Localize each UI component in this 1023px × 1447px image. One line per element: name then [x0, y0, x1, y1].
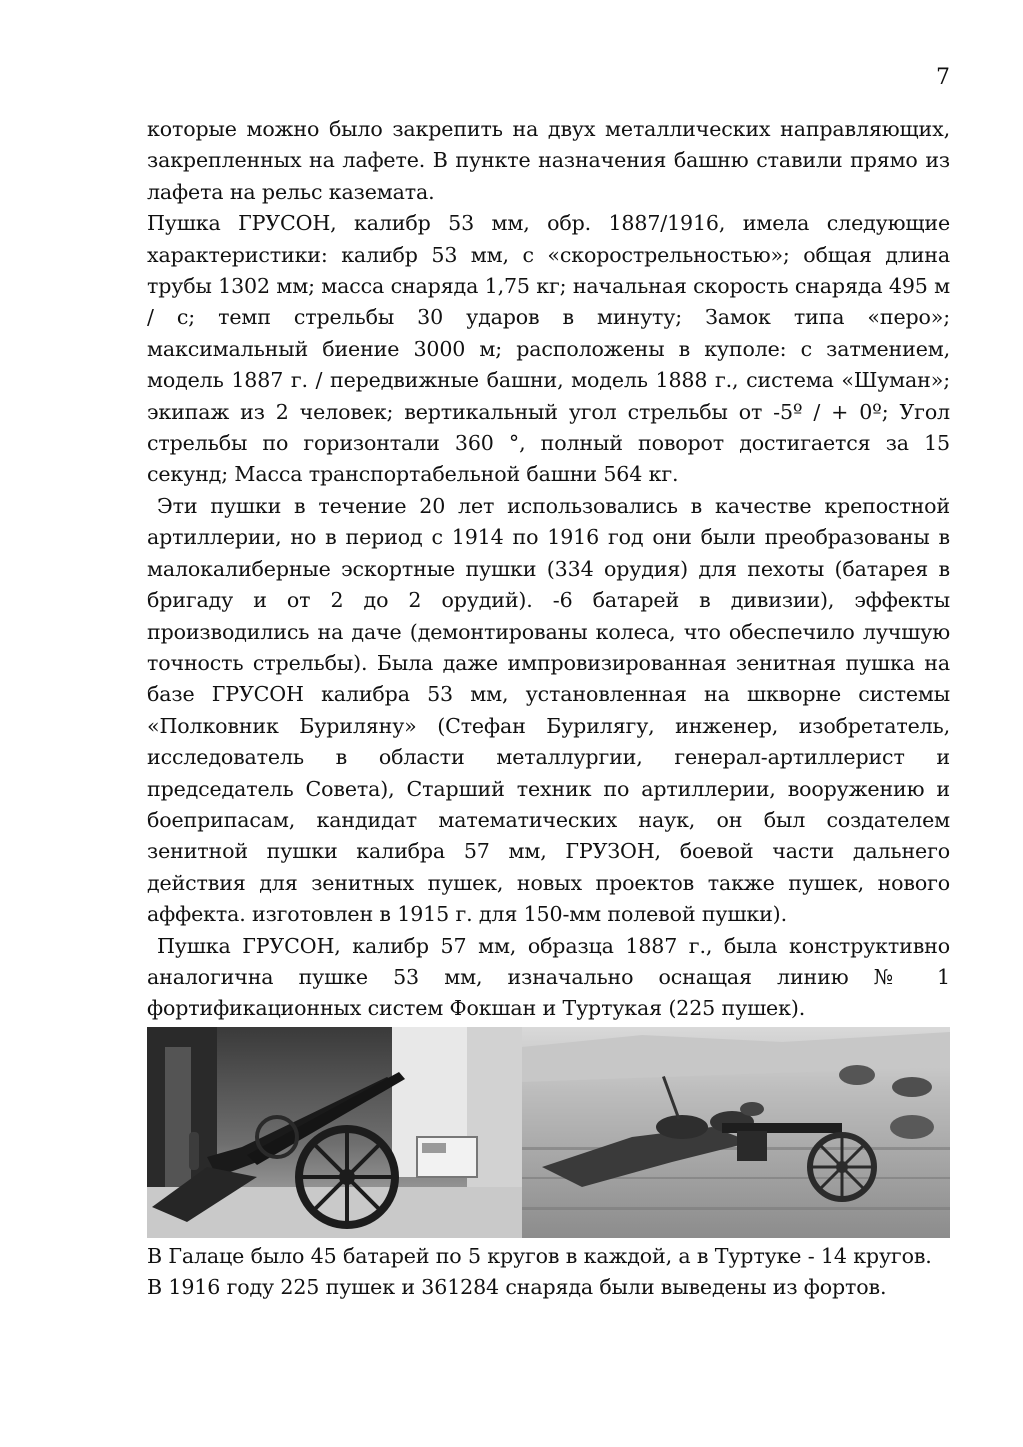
page-number: 7: [936, 65, 950, 90]
museum-cannon-photo: [147, 1027, 522, 1238]
caption-line: В Галаце было 45 батарей по 5 кругов в каждой, а в Туртуке - 14 кругов.: [147, 1244, 932, 1268]
photo-strip: [147, 1027, 950, 1238]
field-crew-photo-icon: [522, 1027, 950, 1238]
paragraph: Пушка ГРУСОН, калибр 57 мм, образца 1887 г., была конструктивно аналогична пушке 53 мм, изначально оснащая линию № 1 фортификационных систем Фокшан и Туртукая (225 пушек).: [147, 933, 950, 1021]
photo-caption: [147, 1241, 950, 1304]
paragraph: которые можно было закрепить на двух металлических направляющих, закрепленных на лафете. В пункте назначения башню ставили прямо из лафета на рельс каземата.: [147, 117, 950, 204]
museum-cannon-photo-icon: [147, 1027, 522, 1238]
field-crew-photo: [522, 1027, 950, 1238]
paragraph: Эти пушки в течение 20 лет использовались в качестве крепостной артиллерии, но в период с 1914 по 1916 год они были преобразованы в малокалиберные эскортные пушки (334 орудия) для пехоты (батарея в бригаду и от 2 до 2 орудий). -6 батарей в дивизии), эффекты производились на даче (демонтированы колеса, что обеспечило лучшую точность стрельбы). Была даже импровизированная зенитная пушка на базе ГРУСОН калибра 53 мм, установленная на шкворне системы «Полковник Буриляну» (Стефан Бурилягу, инженер, изобретатель, исследователь в области металлургии, генерал-артиллерист и председатель Совета), Старший техник по артиллерии, вооружению и боеприпасам, кандидат математических наук, он был создателем зенитной пушки калибра 57 мм, ГРУЗОН, боевой части дальнего действия для зенитных пушек, новых проектов также пушек, нового аффекта. изготовлен в 1915 г. для 150-мм полевой пушки).: [147, 493, 950, 927]
caption-line: В 1916 году 225 пушек и 361284 снаряда были выведены из фортов.: [147, 1275, 887, 1300]
paragraph: Пушка ГРУСОН, калибр 53 мм, обр. 1887/1916, имела следующие характеристики: калибр 53 мм, с «скорострельностью»; общая длина трубы 1302 мм; масса снаряда 1,75 кг; начальная скорость снаряда 495 м / с; темп стрельбы 30 ударов в минуту; Замок типа «перо»; максимальный биение 3000 м; расположены в куполе: с затмением, модель 1887 г. / передвижные башни, модель 1888 г., система «Шуман»; экипаж из 2 человек; вертикальный угол стрельбы от -5º / + 0º; Угол стрельбы по горизонтали 360 °, полный поворот достигается за 15 секунд; Масса транспортабельной башни 564 кг.: [147, 211, 950, 487]
body-text: [147, 114, 950, 1025]
